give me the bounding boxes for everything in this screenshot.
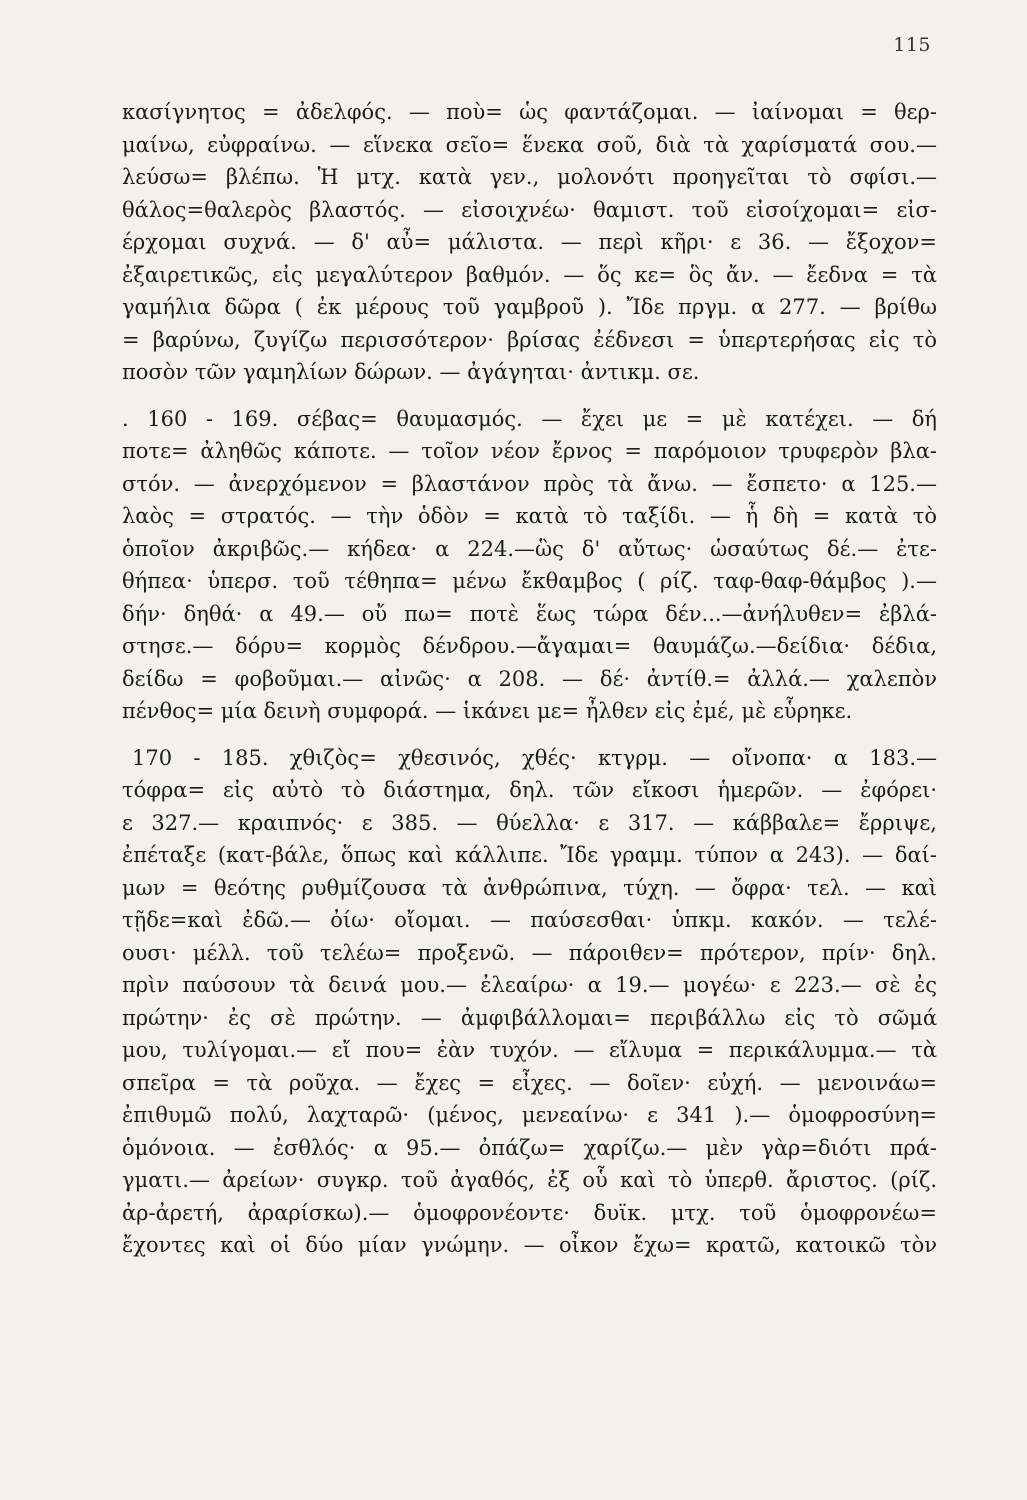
text-line: τόφρα= εἰς αὐτὸ τὸ διάστημα, δηλ. τῶν εἴκοσι ἡμερῶν. — ἐφόρει·	[122, 778, 937, 802]
text-line: ἀρ-ἀρετή, ἀραρίσκω).— ὁμοφρονέοντε· δυϊκ. μτχ. τοῦ ὁμοφρονέω=	[122, 1200, 937, 1225]
text-line: ἐπέταξε (κατ-βάλε, ὅπως καὶ κάλλιπε. Ἴδε γραμμ. τύπον α 243). — δαί-	[122, 843, 937, 867]
page-number: 115	[893, 34, 931, 56]
text-line: λεύσω= βλέπω. Ἡ μτχ. κατὰ γεν., μολονότι προηγεῖται τὸ σφίσι.—	[122, 165, 937, 189]
text-line: ε 327.— κραιπνός· ε 385. — θύελλα· ε 317. — κάββαλε= ἔρριψε,	[122, 810, 937, 835]
text-line: στόν. — ἀνερχόμενον = βλαστάνον πρὸς τὰ ἄνω. — ἔσπετο· α 125.—	[122, 471, 937, 496]
text-line: τῇδε=καὶ ἐδῶ.— ὀίω· οἴομαι. — παύσεσθαι· ὑπκμ. κακόν. — τελέ-	[122, 908, 937, 932]
text-line: ὁποῖον ἀκριβῶς.— κήδεα· α 224.—ὣς δ' αὔτως· ὡσαύτως δέ.— ἐτε-	[122, 536, 937, 561]
text-line: = βαρύνω, ζυγίζω περισσότερον· βρίσας ἐέδνεσι = ὑπερτερήσας εἰς τὸ	[122, 327, 937, 352]
text-line: θήπεα· ὑπερσ. τοῦ τέθηπα= μένω ἔκθαμβος ( ρίζ. ταφ-θαφ-θάμβος ).—	[122, 569, 937, 593]
text-line: πρώτην· ἐς σὲ πρώτην. — ἀμφιβάλλομαι= περιβάλλω εἰς τὸ σῶμά	[122, 1005, 937, 1030]
text-line: γματι.— ἀρείων· συγκρ. τοῦ ἀγαθός, ἐξ οὗ καὶ τὸ ὑπερθ. ἄριστος. (ρίζ.	[122, 1168, 937, 1192]
commentary-text	[122, 96, 937, 1262]
text-line: στησε.— δόρυ= κορμὸς δένδρου.—ἄγαμαι= θαυμάζω.—δείδια· δέδια,	[122, 634, 937, 658]
text-line: ουσι· μέλλ. τοῦ τελέω= προξενῶ. — πάροιθεν= πρότερον, πρίν· δηλ.	[122, 940, 937, 965]
text-line: ἐπιθυμῶ πολύ, λαχταρῶ· (μένος, μενεαίνω· ε 341 ).— ὁμοφροσύνη=	[122, 1103, 937, 1127]
text-line: έρχομαι συχνά. — δ' αὖ= μάλιστα. — περὶ κῆρι· ε 36. — ἔξοχον=	[122, 230, 937, 254]
text-line: κασίγνητος = ἀδελφός. — ποὺ= ὡς φαντάζομαι. — ἰαίνομαι = θερ-	[122, 100, 937, 124]
text-line: 170 - 185. χθιζὸς= χθεσινός, χθές· κτγρμ. — οἴνοπα· α 183.—	[132, 745, 937, 770]
text-line: πρὶν παύσουν τὰ δεινά μου.— ἐλεαίρω· α 19.— μογέω· ε 223.— σὲ ἐς	[122, 973, 937, 997]
text-line: ἔχοντες καὶ οἱ δύο μίαν γνώμην. — οἶκον ἔχω= κρατῶ, κατοικῶ τὸν	[122, 1233, 937, 1257]
text-line: θάλος=θαλερὸς βλαστός. — εἰσοιχνέω· θαμιστ. τοῦ εἰσοίχομαι= εἰσ-	[122, 197, 937, 222]
text-line: λαὸς = στρατός. — τὴν ὁδὸν = κατὰ τὸ ταξίδι. — ἧ δὴ = κατὰ τὸ	[122, 504, 937, 528]
text-line: . 160 - 169. σέβας= θαυμασμός. — ἔχει με = μὲ κατέχει. — δή	[122, 406, 937, 431]
text-line: μων = θεότης ρυθμίζουσα τὰ ἀνθρώπινα, τύχη. — ὄφρα· τελ. — καὶ	[122, 875, 937, 900]
text-line: ἐξαιρετικῶς, εἰς μεγαλύτερον βαθμόν. — ὅς κε= ὃς ἄν. — ἔεδνα = τὰ	[122, 262, 937, 287]
text-line: γαμήλια δῶρα ( ἐκ μέρους τοῦ γαμβροῦ ). Ἴδε πργμ. α 277. — βρίθω	[122, 295, 937, 319]
text-line: ποτε= ἀληθῶς κάποτε. — τοῖον νέον ἔρνος = παρόμοιον τρυφερὸν βλα-	[122, 439, 937, 463]
text-line: ὁμόνοια. — ἐσθλός· α 95.— ὀπάζω= χαρίζω.— μὲν γὰρ=διότι πρά-	[122, 1135, 937, 1160]
text-line: μαίνω, εὐφραίνω. — εἵνεκα σεῖο= ἕνεκα σοῦ, διὰ τὰ χαρίσματά σου.—	[122, 132, 937, 157]
text-line: σπεῖρα = τὰ ροῦχα. — ἔχες = εἶχες. — δοῖεν· εὐχή. — μενοινάω=	[122, 1070, 937, 1095]
text-line: μου, τυλίγομαι.— εἴ που= ἐὰν τυχόν. — εἴλυμα = περικάλυμμα.— τὰ	[122, 1038, 937, 1062]
text-line: ποσὸν τῶν γαμηλίων δώρων. — ἀγάγηται· ἀντικμ. σε.	[122, 360, 700, 384]
text-line: δείδω = φοβοῦμαι.— αἰνῶς· α 208. — δέ· ἀντίθ.= ἀλλά.— χαλεπὸν	[122, 666, 937, 691]
text-line: πένθος= μία δεινὴ συμφορά. — ἱκάνει με= ἦλθεν εἰς ἐμέ, μὲ εὗρηκε.	[122, 699, 853, 723]
text-line: δήν· δηθά· α 49.— οὔ πω= ποτὲ ἕως τώρα δέν...—ἀνήλυθεν= ἐβλά-	[122, 601, 937, 626]
